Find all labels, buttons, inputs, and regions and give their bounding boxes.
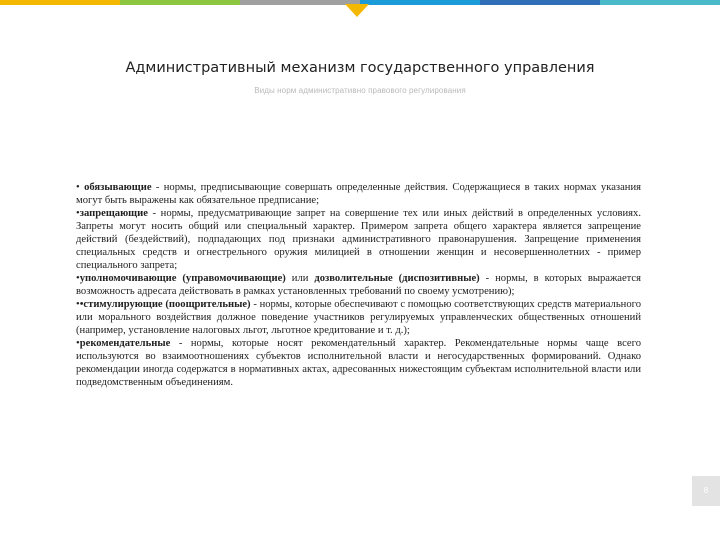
color-bar-segment-3 (240, 0, 360, 5)
bullet: • (76, 338, 80, 349)
paragraph-text: - нормы, которые носят рекомендательный характер. Рекомендательные нормы чаще всего используются во взаимоотношениях субъектов исполнительной власти и негосударственных формирований. Однако рекомендации иногда содержатся в нормативных актах, адресованных нижестоящим субъектам исполнительной власти или подведомственным объединениям. (76, 338, 641, 388)
paragraph-text: - нормы, предписывающие совершать определенные действия. Содержащиеся в таких нормах указания могут быть выражены как обязательное предписание; (76, 182, 641, 206)
term-permissive: дозволительные (диспозитивные) (314, 273, 480, 284)
term-obligating: обязывающие (84, 182, 152, 193)
term-prohibiting: запрещающие (79, 208, 148, 219)
slide-subtitle: Виды норм административно правового регулирования (254, 86, 466, 95)
paragraph-text: - нормы, в которых выражается возможность адресата действовать в рамках установленных требований по своему усмотрению); (76, 273, 641, 297)
color-bar-segment-4 (360, 0, 480, 5)
color-bar-segment-6 (600, 0, 720, 5)
color-bar-segment-5 (480, 0, 600, 5)
paragraph-stimulating (76, 298, 641, 337)
paragraph-connector: или (285, 273, 315, 284)
content-body (76, 181, 641, 389)
paragraph-text: - нормы, предусматривающие запрет на совершение тех или иных действий в определенных условиях. Запреты могут носить общий или специальный характер. Примером запрета общего характера является запрещение действий (бездействий), подпадающих под признаки административного правонарушения. Запрещение применения специальных средств и огнестрельного оружия милицией в отношении женщин и несовершеннолетних - пример специального запрета; (76, 208, 641, 271)
paragraph-text: - нормы, которые обеспечивают с помощью соответствующих средств материального или морального воздействия должное поведение участников регулируемых управленческих общественных отношений (например, установление налоговых льгот, льготное кредитование и т. д.); (76, 299, 642, 336)
page-number: 8 (692, 476, 720, 506)
paragraph-recommending (76, 337, 641, 389)
term-recommending: рекомендательные (79, 338, 171, 349)
color-bar-segment-1 (0, 0, 120, 5)
top-notch-triangle (345, 4, 369, 17)
term-stimulating: •стимулирующие (поощрительные) (79, 299, 251, 310)
bullet: • (76, 182, 85, 193)
bullet: • (76, 273, 80, 284)
term-empowering: уполномочивающие (управомочивающие) (79, 273, 286, 284)
color-bar-segment-2 (120, 0, 240, 5)
bullet: • (76, 299, 80, 310)
paragraph-empowering (76, 272, 641, 298)
bullet: • (76, 208, 80, 219)
paragraph-obligating (76, 181, 641, 207)
paragraph-prohibiting (76, 207, 641, 272)
slide-title: Административный механизм государственного управления (125, 60, 595, 76)
